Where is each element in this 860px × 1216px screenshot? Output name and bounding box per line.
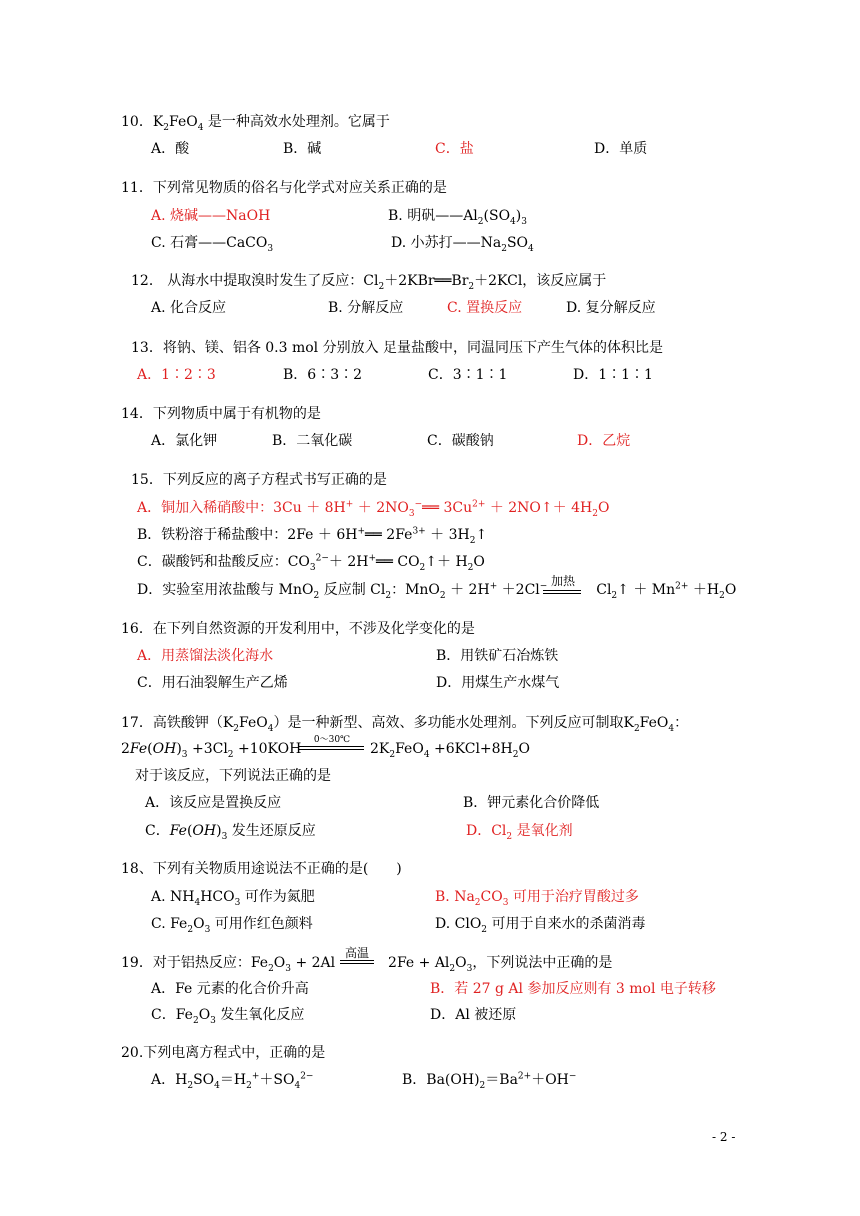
q18-option-d: D. ClO$_2$ 可用于自来水的杀菌消毒	[435, 916, 646, 935]
q10-stem: 10．$K_2FeO_4$ 是一种高效水处理剂。它属于	[121, 114, 390, 133]
q16-option-a: A．用蒸馏法淡化海水	[137, 648, 274, 664]
q18-option-c: C. $Fe_2O_3$ 可用作红色颜料	[151, 916, 313, 935]
q19-option-d: D．Al 被还原	[430, 1007, 517, 1023]
q13-option-c: C．3∶1∶1	[428, 367, 508, 383]
q12-option-b: B. 分解反应	[328, 300, 404, 316]
q14-option-b: B．二氧化碳	[272, 433, 353, 449]
q11-option-c: C. 石膏——CaCO$_3$	[151, 235, 274, 254]
q14-option-c: C．碳酸钠	[427, 433, 494, 449]
q17-option-b: B．钾元素化合价降低	[463, 795, 600, 811]
q17-option-a: A．该反应是置换反应	[145, 795, 282, 811]
page-number: - 2 -	[712, 1130, 736, 1144]
q15-eq-bar	[543, 590, 581, 594]
q15-option-b: B．铁粉溶于稀盐酸中：2Fe ＋ 6H+══ $2Fe^{3+}$ ＋ $3H_2↑$	[137, 526, 488, 546]
q17-stem: 17．高铁酸钾$(K_2FeO_4)$是一种新型、高效、多功能水处理剂。下列反应可制取$K_2FeO_4$：	[121, 715, 689, 734]
q15-option-a: A．铜加入稀硝酸中：$3Cu + 8H^+ + 2NO_3^-══$ $3Cu^{2+}$ ＋ 2NO↑＋ $4H_2O$	[137, 499, 610, 519]
q10-option-d: D．单质	[594, 141, 648, 157]
q15-option-c: C．碳酸钙和盐酸反应：$CO_3^{2-}+$ 2H+══ $CO_2↑+ H_2O$	[137, 553, 485, 573]
q18-option-b: B. $Na_2CO_3$ 可用于治疗胃酸过多	[435, 889, 639, 908]
q10-option-b: B．碱	[283, 141, 322, 157]
q10-option-c: C．盐	[435, 141, 474, 157]
q19-eq-bar	[340, 960, 374, 964]
q16-option-d: D．用煤生产水煤气	[436, 675, 560, 691]
q17-eq-left: $2Fe(OH)_3 +3Cl_2 +10KOH$	[121, 741, 302, 760]
q19-option-a: A．Fe 元素的化合价升高	[151, 981, 309, 997]
q19-option-b: B．若 27 g Al 参加反应则有 3 mol 电子转移	[430, 981, 716, 997]
q19-option-c: C．$Fe_2O_3$ 发生氧化反应	[151, 1007, 305, 1026]
q20-stem: 20.下列电离方程式中，正确的是	[121, 1045, 326, 1061]
q13-option-a: A．1∶2∶3	[137, 367, 216, 383]
q17-option-d: D．$Cl_2$ 是氧化剂	[466, 823, 573, 842]
q12-option-d: D. 复分解反应	[566, 300, 656, 316]
q11-stem: 11．下列常见物质的俗名与化学式对应关系正确的是	[121, 180, 447, 196]
q17-eq-bar	[298, 746, 364, 750]
q18-stem: 18、下列有关物质用途说法不正确的是( )	[121, 861, 402, 877]
q17-option-c: C．$Fe(OH)_3$ 发生还原反应	[145, 823, 316, 842]
q14-option-d: D．乙烷	[577, 433, 631, 449]
q17-eq-right: $2K_2FeO_4 +6KCl+8H_2O$	[370, 741, 530, 760]
q12-option-a: A. 化合反应	[151, 300, 227, 316]
q19-heat-condition: 高温	[344, 946, 369, 960]
q13-option-b: B．6∶3∶2	[283, 367, 363, 383]
q10-option-a: A．酸	[151, 141, 190, 157]
q11-option-d: D. 小苏打$——Na_2SO_4$	[391, 235, 534, 254]
q18-option-a: A. $NH_4HCO_3$ 可作为氮肥	[151, 889, 315, 908]
q16-option-c: C．用石油裂解生产乙烯	[137, 675, 288, 691]
q16-stem: 16．在下列自然资源的开发利用中，不涉及化学变化的是	[121, 621, 475, 637]
q14-stem: 14．下列物质中属于有机物的是	[121, 406, 321, 422]
q19-stem: 19．对于铝热反应：$Fe_2O_3 + 2Al$ $2Fe + Al_2O_3$，下列说法中正确的是	[121, 955, 613, 974]
q20-option-b: B．$Ba(OH)_2=Ba^{2+}+OH^-$	[402, 1071, 577, 1091]
q13-stem: 13．将钠、镁、铝各 0.3 mol 分别放入 足量盐酸中，同温同压下产生气体的体积比是	[131, 340, 664, 356]
q12-option-c: C. 置换反应	[447, 300, 523, 316]
q11-option-b: B. 明矾$——Al_2(SO_4)_3$	[388, 208, 527, 227]
q12-stem: 12． 从海水中提取溴时发生了反应：$Cl_2+2KBr══Br_2+2KCl$，该反应属于	[131, 273, 607, 292]
q13-option-d: D．1∶1∶1	[573, 367, 653, 383]
q17-eq-condition: 0～30℃	[313, 735, 351, 745]
q15-heat-condition: 加热	[550, 574, 575, 588]
q15-stem: 15．下列反应的离子方程式书写正确的是	[131, 472, 387, 488]
q16-option-b: B．用铁矿石冶炼铁	[436, 648, 559, 664]
q15-option-d: D．实验室用浓盐酸与 MnO$_2$ 反应制 $Cl_2$：MnO$_2$ ＋ 2H+ ＋2Cl− $Cl_2↑ + Mn^{2+} +H_2O$	[137, 581, 737, 601]
q20-option-a: A．$H_2SO_4=H_2^++SO_4^{2-}$	[151, 1071, 314, 1091]
q11-option-a: A. 烧碱——NaOH	[151, 208, 271, 224]
q14-option-a: A．氯化钾	[151, 433, 218, 449]
q17-subquestion: 对于该反应，下列说法正确的是	[135, 768, 331, 784]
